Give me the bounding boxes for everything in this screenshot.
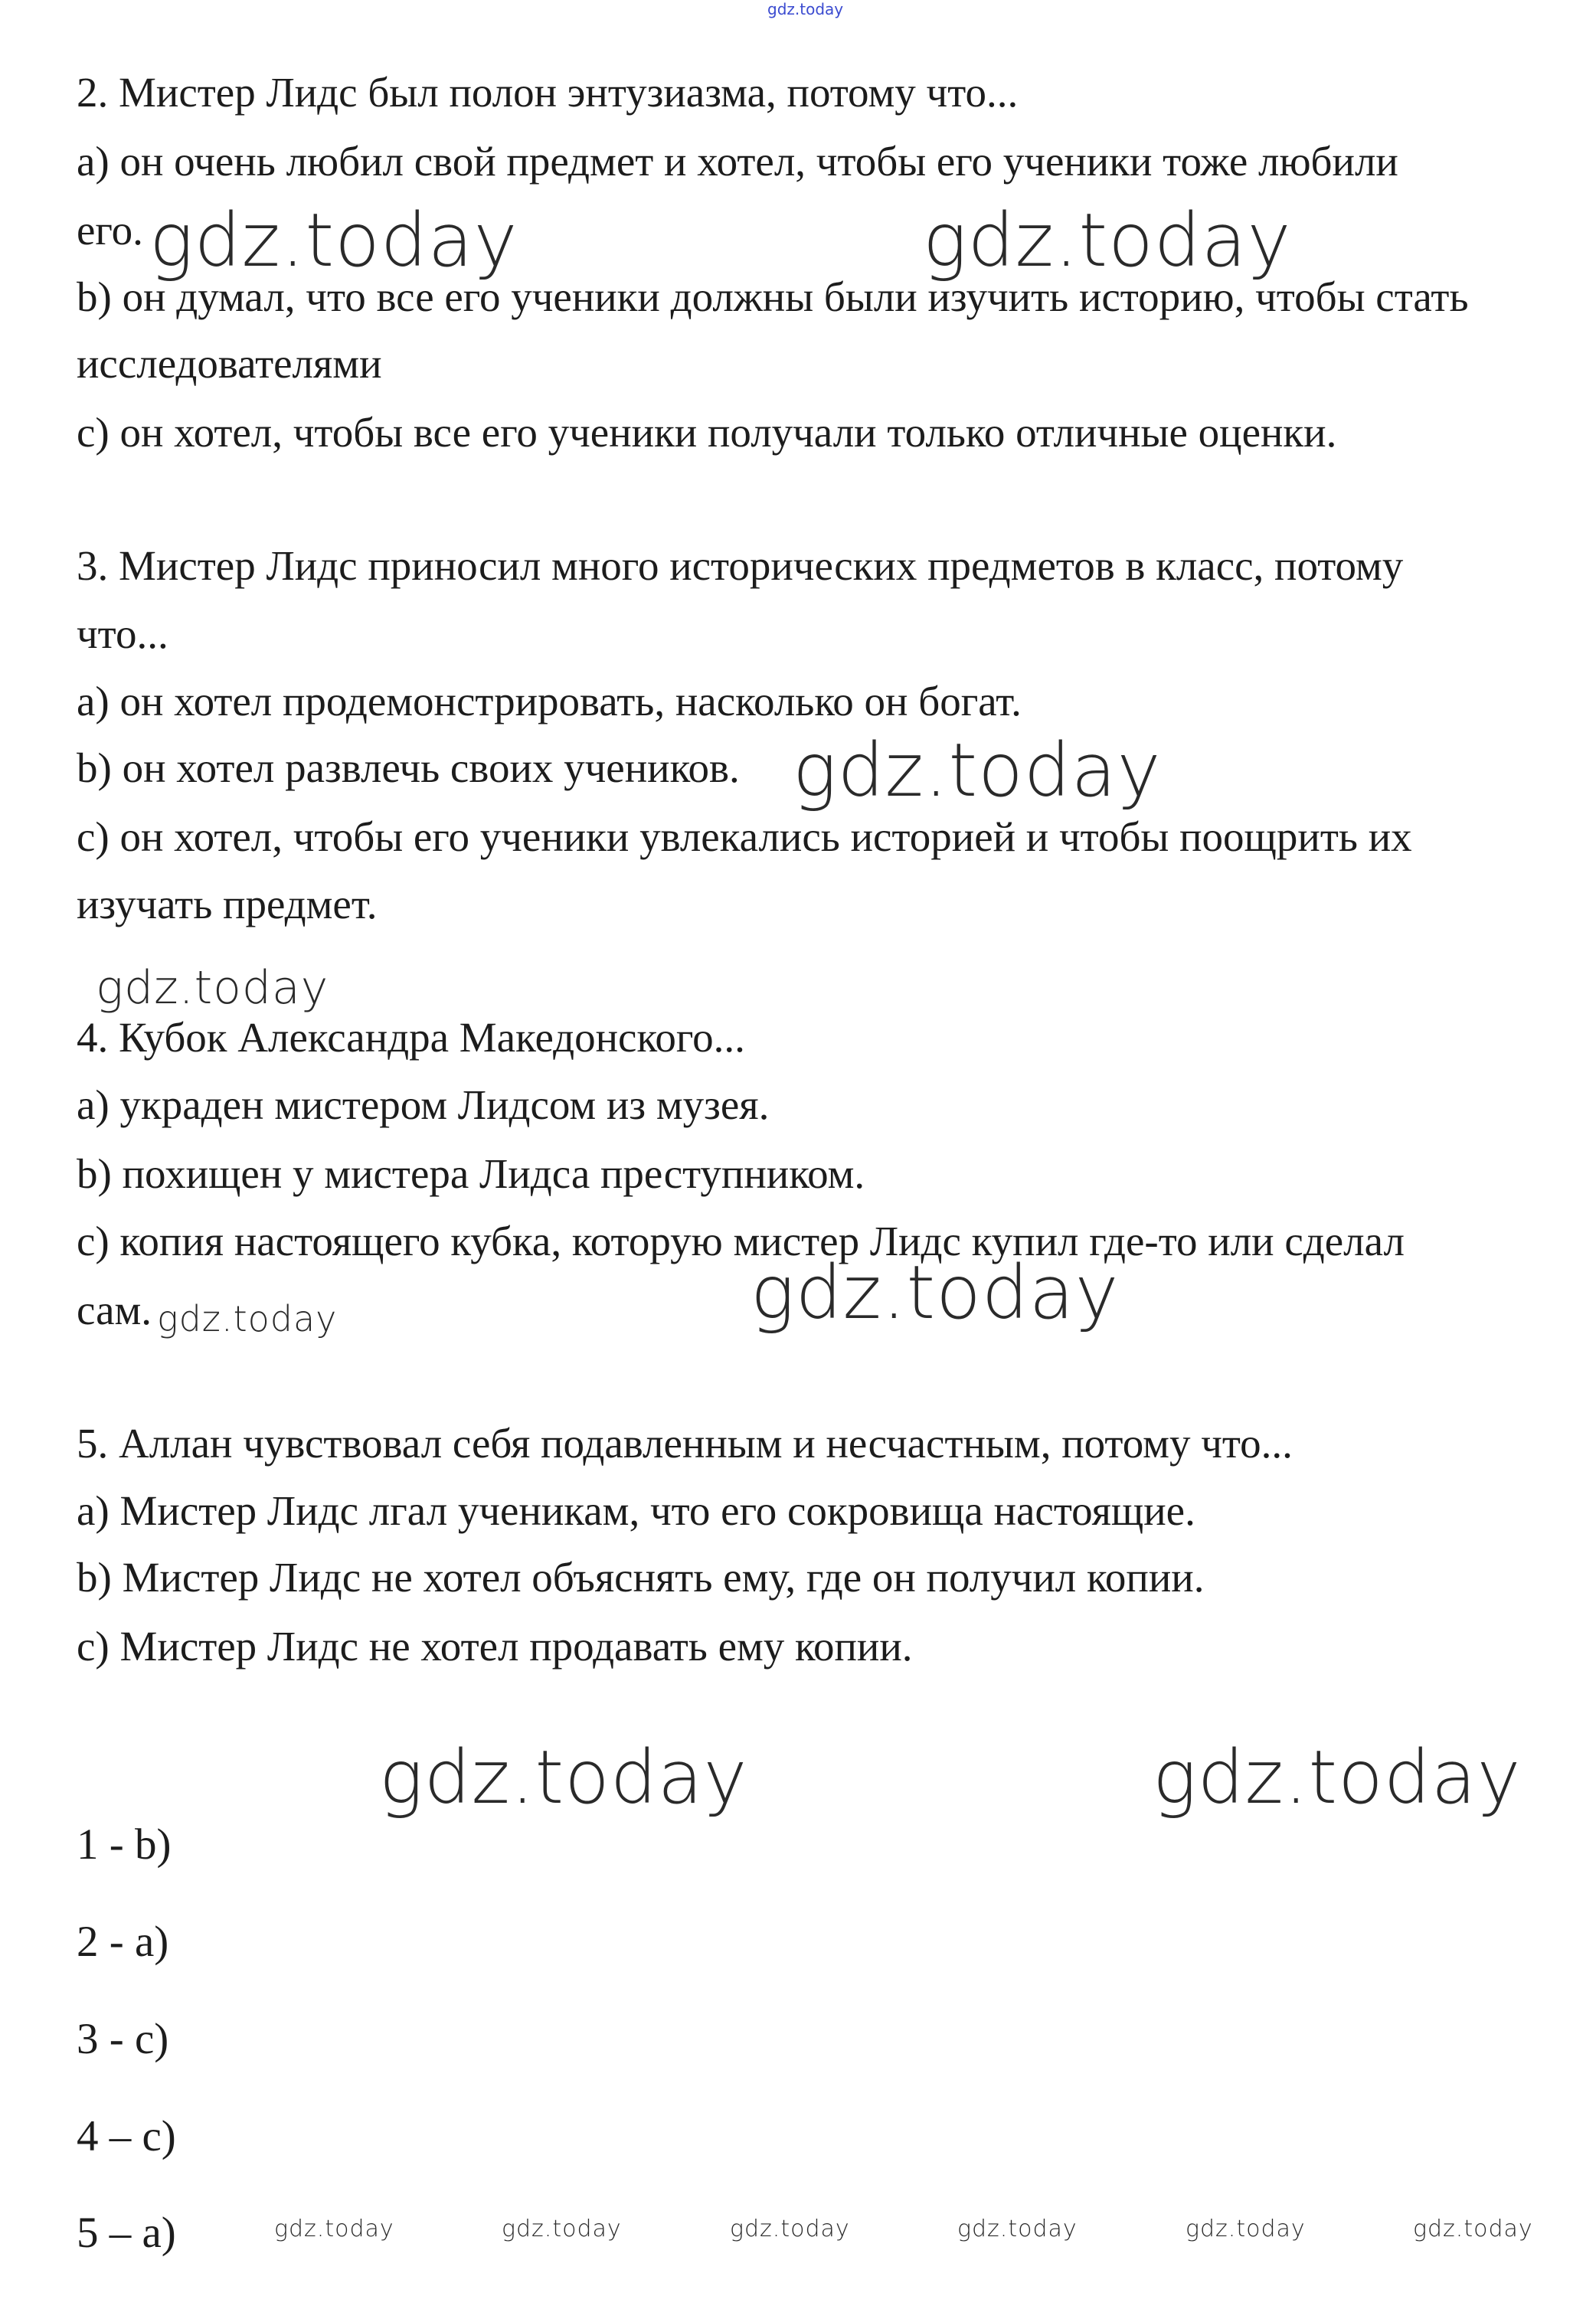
question-3-option-c: c) он хотел, чтобы его ученики увлекались историей и чтобы поощрить их: [77, 813, 1412, 860]
answer-5: 5 – a): [77, 2209, 176, 2257]
question-5-title: 5. Аллан чувствовал себя подавленным и несчастным, потому что...: [77, 1420, 1293, 1467]
question-3-option-c-cont: изучать предмет.: [77, 881, 378, 927]
answer-4: 4 – c): [77, 2112, 176, 2160]
watermark: gdz.today: [923, 198, 1292, 283]
question-4-option-c-cont: сам.: [77, 1287, 152, 1333]
question-2-option-a: a) он очень любил свой предмет и хотел, чтобы его ученики тоже любили: [77, 138, 1398, 185]
question-5-option-b: b) Мистер Лидс не хотел объяснять ему, где он получил копии.: [77, 1554, 1205, 1601]
watermark: gdz.today: [379, 1735, 748, 1820]
question-2-option-b-cont: исследователями: [77, 340, 382, 387]
watermark: gdz.today: [149, 198, 518, 283]
question-4-option-c: c) копия настоящего кубка, которую мистер Лидс купил где-то или сделал: [77, 1218, 1405, 1264]
question-3-option-a: a) он хотел продемонстрировать, насколько он богат.: [77, 678, 1022, 724]
watermark: gdz.today: [730, 2216, 850, 2242]
question-4-title: 4. Кубок Александра Македонского...: [77, 1014, 745, 1061]
question-2-title: 2. Мистер Лидс был полон энтузиазма, потому что...: [77, 69, 1019, 116]
watermark: gdz.today: [1153, 1735, 1522, 1820]
question-3-option-b: b) он хотел развлечь своих учеников.: [77, 744, 740, 791]
watermark: gdz.today: [751, 1250, 1120, 1336]
watermark: gdz.today: [793, 728, 1162, 813]
answer-2: 2 - a): [77, 1918, 169, 1966]
watermark: gdz.today: [502, 2216, 622, 2242]
watermark: gdz.today: [1186, 2216, 1306, 2242]
question-4-option-b: b) похищен у мистера Лидса преступником.: [77, 1150, 865, 1197]
question-4-option-a: a) украден мистером Лидсом из музея.: [77, 1081, 770, 1128]
answer-1: 1 - b): [77, 1820, 172, 1869]
question-5-option-a: a) Мистер Лидс лгал ученикам, что его сокровища настоящие.: [77, 1487, 1195, 1534]
watermark: gdz.today: [957, 2216, 1078, 2242]
question-2-option-a-cont: его.: [77, 207, 143, 253]
watermark: gdz.today: [274, 2216, 394, 2242]
question-2-option-c: c) он хотел, чтобы все его ученики получали только отличные оценки.: [77, 409, 1337, 456]
header-watermark: gdz.today: [767, 0, 844, 18]
watermark: gdz.today: [157, 1298, 338, 1339]
question-2-option-b: b) он думал, что все его ученики должны были изучить историю, чтобы стать: [77, 273, 1469, 320]
question-3-title: 3. Мистер Лидс приносил много исторических предметов в класс, потому: [77, 542, 1404, 589]
question-5-option-c: c) Мистер Лидс не хотел продавать ему копии.: [77, 1623, 913, 1670]
watermark: gdz.today: [96, 961, 329, 1015]
watermark: gdz.today: [1413, 2216, 1533, 2242]
answer-3: 3 - c): [77, 2015, 169, 2063]
question-3-title-cont: что...: [77, 610, 168, 657]
